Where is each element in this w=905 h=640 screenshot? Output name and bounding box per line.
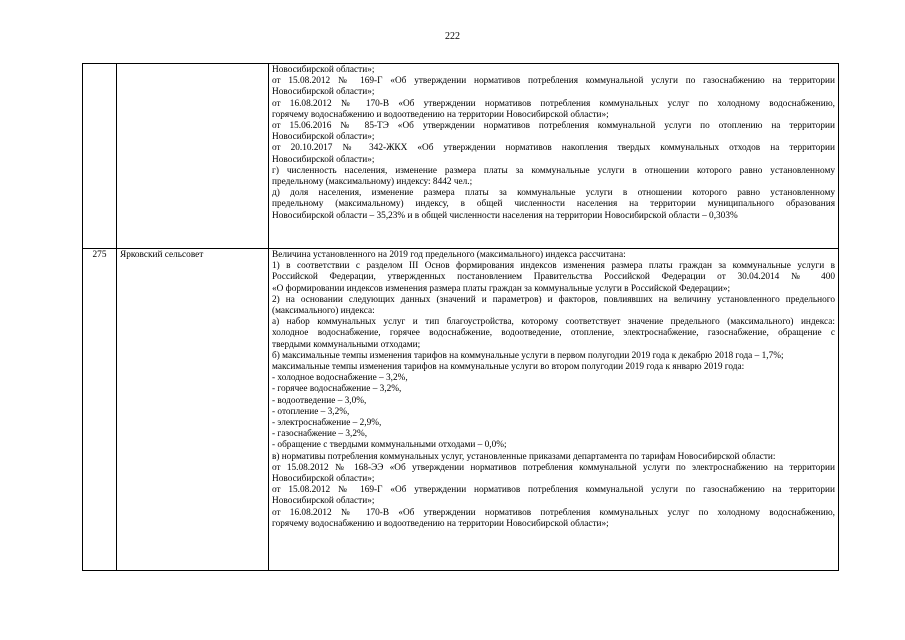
description-line: от 16.08.2012 № 170-В «Об утверждении нормативов потребления коммунальных услуг по холодному водоснабжению,	[272, 507, 835, 518]
description-line: Новосибирской области – 35,23% и в общей численности населения на территории Новосибирской области – 0,303%	[272, 210, 738, 221]
description-line: б) максимальные темпы изменения тарифов на коммунальные услуги в первом полугодии 2019 года к декабрю 2018 года – 1,7%;	[272, 350, 784, 361]
description-line: от 20.10.2017 № 342-ЖКХ «Об утверждении нормативов накопления твердых коммунальных отходов на территории	[272, 143, 835, 154]
description-line: от 16.08.2012 № 170-В «Об утверждении нормативов потребления коммунальных услуг по холодному водоснабжению,	[272, 98, 835, 109]
description-line: предельному (максимальному) индексу: 8442 чел.;	[272, 177, 473, 188]
description-line: Новосибирской области»;	[272, 87, 375, 98]
description-line: горячему водоснабжению и водоотведению на территории Новосибирской области»;	[272, 518, 609, 529]
description-line: в) нормативы потребления коммунальных услуг, установленные приказами департамента по тарифам Новосибирской области:	[272, 451, 776, 462]
description-line: твердыми коммунальными отходами;	[272, 339, 421, 350]
row-number-cell	[83, 64, 117, 249]
row-number-cell: 275	[83, 249, 117, 571]
description-line: Новосибирской области»;	[272, 496, 375, 507]
description-line: предельному (максимальному) индексу, в общей численности населения на территории муниципального образования	[272, 199, 835, 210]
municipal-index-table	[82, 63, 839, 571]
description-cell	[269, 249, 839, 571]
description-line: - газоснабжение – 3,2%,	[272, 429, 368, 440]
table-row	[83, 64, 839, 249]
description-line: горячему водоснабжению и водоотведению на территории Новосибирской области»;	[272, 109, 609, 120]
description-line: Новосибирской области»;	[272, 474, 375, 485]
description-line: - холодное водоснабжение – 3,2%,	[272, 373, 408, 384]
description-line: от 15.08.2012 № 168-ЭЭ «Об утверждении нормативов потребления коммунальной услуги по электроснабжению на территории	[272, 462, 835, 473]
description-line: - горячее водоснабжение – 3,2%,	[272, 384, 402, 395]
description-line: максимальные темпы изменения тарифов на коммунальные услуги во втором полугодии 2019 года к январю 2019 года:	[272, 362, 745, 373]
description-line: - электроснабжение – 2,9%,	[272, 418, 382, 429]
description-line: - обращение с твердыми коммунальными отходами – 0,0%;	[272, 440, 507, 451]
description-line: г) численность населения, изменение размера платы за коммунальные услуги в отношении которого равно установленному	[272, 165, 835, 176]
description-line: Величина установленного на 2019 год предельного (максимального) индекса рассчитана:	[272, 250, 626, 260]
description-line: д) доля населения, изменение размера платы за коммунальные услуги в отношении которого равно установленному	[272, 188, 835, 199]
description-line: от 15.08.2012 № 169-Г «Об утверждении нормативов потребления коммунальной услуги по газоснабжению на территории	[272, 485, 835, 496]
description-line: а) набор коммунальных услуг и тип благоустройства, которому соответствует значение предельного (максимального) индекса:	[272, 317, 835, 328]
description-line: Новосибирской области»;	[272, 65, 375, 75]
description-line: 1) в соответствии с разделом III Основ формирования индексов изменения размера платы граждан за коммунальные услуги в	[272, 261, 835, 272]
description-line: - водоотведение – 3,0%,	[272, 395, 367, 406]
description-line: (максимального) индекса:	[272, 306, 375, 317]
page-number: 222	[445, 31, 460, 42]
description-line: Российской Федерации, утвержденных постановлением Правительства Российской Федерации от 30.04.2014 № 400	[272, 272, 835, 283]
description-line: Новосибирской области»;	[272, 154, 375, 165]
municipality-name-cell	[117, 64, 269, 249]
description-line: «О формировании индексов изменения размера платы граждан за коммунальные услуги в Российской Федерации»;	[272, 283, 731, 294]
description-line: холодное водоснабжение, горячее водоснабжение, водоотведение, отопление, электроснабжение, газоснабжение, обращение с	[272, 328, 835, 339]
description-line: - отопление – 3,2%,	[272, 406, 350, 417]
description-cell	[269, 64, 839, 249]
description-line: от 15.06.2016 № 85-ТЭ «Об утверждении нормативов потребления коммунальной услуги по отоплению на территории	[272, 121, 835, 132]
table-row	[83, 249, 839, 571]
municipality-name-cell: Ярковский сельсовет	[117, 249, 269, 571]
description-line: Новосибирской области»;	[272, 132, 375, 143]
description-line: 2) на основании следующих данных (значений и параметров) и факторов, повлиявших на величину установленного предельного	[272, 294, 835, 305]
description-line: от 15.08.2012 № 169-Г «Об утверждении нормативов потребления коммунальной услуги по газоснабжению на территории	[272, 76, 835, 87]
